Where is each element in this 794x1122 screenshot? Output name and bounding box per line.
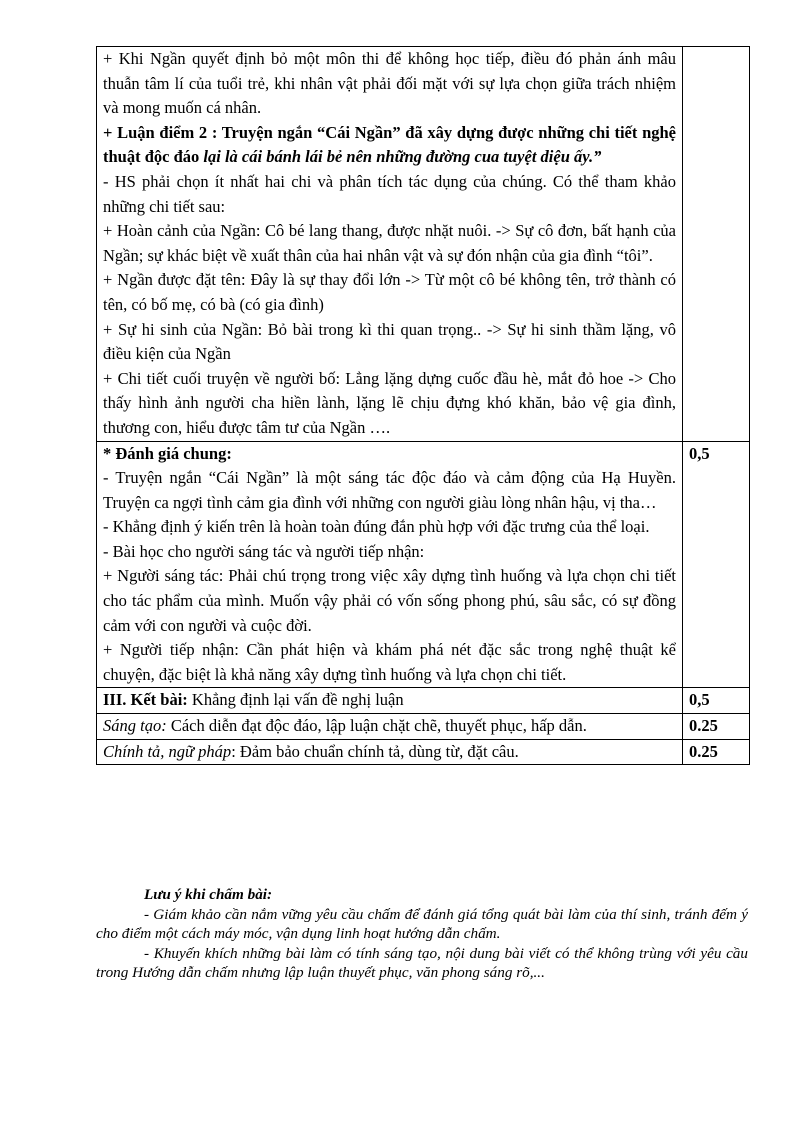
table-row (97, 739, 750, 765)
row-text: Cách diễn đạt độc đáo, lập luận chặt chẽ, thuyết phục, hấp dẫn. (166, 716, 587, 736)
row-text: : Đảm bảo chuẩn chính tả, dùng từ, đặt câu. (231, 741, 519, 761)
row-label: III. Kết bài: (103, 690, 188, 710)
argument-heading-bold: + Luận điểm 2 : Truyện ngắn “Cái Ngần” đã xây dựng được những chi tiết nghệ thuật độc đáo (103, 122, 676, 167)
content-cell (97, 441, 683, 688)
paragraph: - Khẳng định ý kiến trên là hoàn toàn đúng đắn phù hợp với đặc trưng của thể loại. (103, 517, 650, 537)
row-label: Sáng tạo: (103, 716, 167, 736)
note-paragraph: - Giám khảo cần nắm vững yêu cầu chấm để đánh giá tổng quát bài làm của thí sinh, tránh đếm ý cho điểm một cách máy móc, vận dụng linh hoạt hướng dẫn chấm. (96, 905, 748, 943)
paragraph: + Ngần được đặt tên: Đây là sự thay đổi lớn -> Từ một cô bé không tên, trở thành có tên, có bố mẹ, có bà (có gia đình) (103, 270, 676, 314)
content-cell (97, 714, 683, 740)
paragraph: - Truyện ngắn “Cái Ngần” là một sáng tác độc đáo và cảm động của Hạ Huyền. Truyện ca ngợi tình cảm gia đình với những con người giàu lòng nhân hậu, vị tha… (103, 468, 676, 512)
section-heading: * Đánh giá chung: (103, 443, 232, 463)
table-row (97, 688, 750, 714)
row-label: Chính tả, ngữ pháp (103, 741, 232, 761)
score-cell: 0,5 (683, 441, 750, 688)
paragraph: - Bài học cho người sáng tác và người tiếp nhận: (103, 541, 425, 561)
table-row (97, 714, 750, 740)
score-cell: 0.25 (683, 714, 750, 740)
score-cell (683, 47, 750, 442)
paragraph: - HS phải chọn ít nhất hai chi và phân tích tác dụng của chúng. Có thể tham khảo những chi tiết sau: (103, 171, 676, 216)
score-cell: 0,5 (683, 688, 750, 714)
content-cell (97, 688, 683, 714)
grading-table (96, 46, 750, 765)
paragraph: + Sự hi sinh của Ngần: Bỏ bài trong kì thi quan trọng.. -> Sự hi sinh thầm lặng, vô điều kiện của Ngần (103, 319, 676, 364)
score-cell: 0.25 (683, 739, 750, 765)
paragraph: + Hoàn cảnh của Ngần: Cô bé lang thang, được nhặt nuôi. -> Sự cô đơn, bất hạnh của Ngần; sự khác biệt về xuất thân của hai nhân vật và sự đón nhận của gia đình “tôi”. (103, 221, 676, 265)
content-cell (97, 739, 683, 765)
grading-notes (96, 885, 748, 983)
paragraph: + Chi tiết cuối truyện về người bố: Lẳng lặng dựng cuốc đầu hè, mắt đỏ hoe -> Cho thấy hình ảnh người cha hiền lành, lặng lẽ chịu đựng khó khăn, bảo vệ gia đình, thương con, hiểu được tâm tư của Ngần …. (103, 368, 676, 437)
table-row (97, 47, 750, 442)
table-row (97, 441, 750, 688)
paragraph: + Người tiếp nhận: Cần phát hiện và khám phá nét đặc sắc trong nghệ thuật kể chuyện, đặc biệt là khả năng xây dựng tình huống và lựa chọn chi tiết. (103, 640, 676, 684)
argument-heading (103, 121, 676, 170)
note-paragraph: - Khuyến khích những bài làm có tính sáng tạo, nội dung bài viết có thể không trùng với yêu cầu trong Hướng dẫn chấm nhưng lập luận thuyết phục, văn phong sáng rõ,... (96, 944, 748, 982)
paragraph: + Khi Ngần quyết định bỏ một môn thi để không học tiếp, điều đó phản ánh mâu thuẫn tâm lí của tuổi trẻ, khi nhân vật phải đối mặt với sự lựa chọn giữa trách nhiệm và mong muốn cá nhân. (103, 49, 676, 118)
paragraph: + Người sáng tác: Phải chú trọng trong việc xây dựng tình huống và lựa chọn chi tiết cho tác phẩm của mình. Muốn vậy phải có vốn sống phong phú, sâu sắc, có sự đồng cảm với con người và cuộc đời. (103, 566, 676, 635)
row-text: Khẳng định lại vấn đề nghị luận (187, 690, 404, 710)
content-cell (97, 47, 683, 442)
argument-heading-italic: lại là cái bánh lái bẻ nên những đường cua tuyệt diệu ấy.” (203, 147, 602, 167)
notes-title: Lưu ý khi chấm bài: (144, 886, 273, 903)
